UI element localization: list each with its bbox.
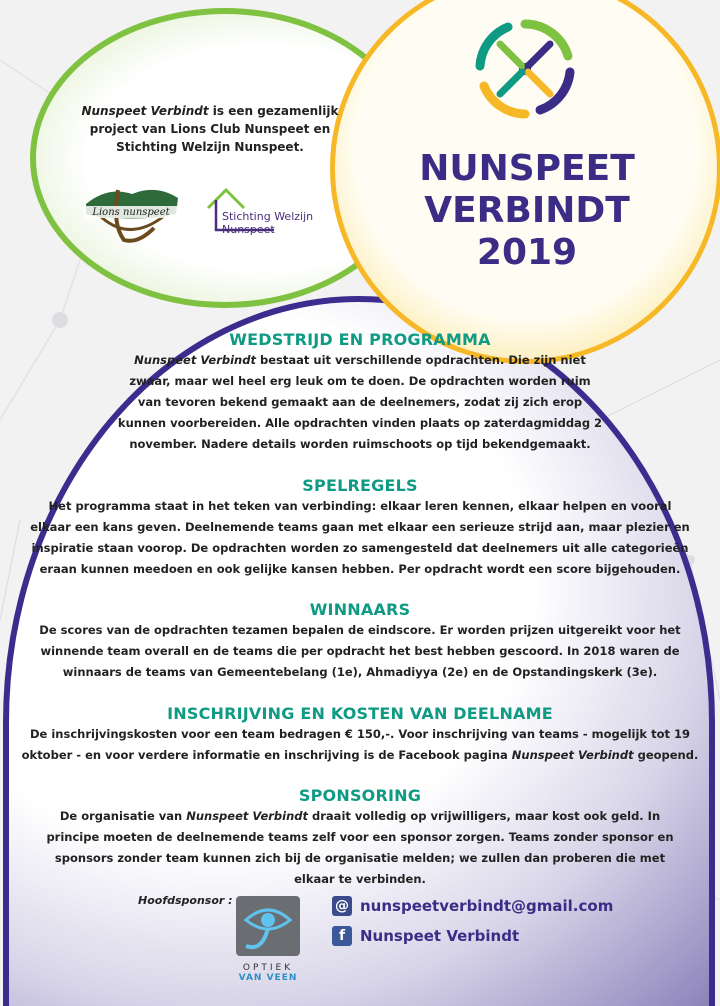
section-body: De scores van de opdrachten tezamen bepalen de eindscore. Er worden prijzen uitgereikt voor het winnende team overall en de teams die per opdracht het best hebben gescoord. In 2018 waren de winnaars de teams van Gemeentebelang (1e), Ahmadiyya (2e) en de Opstandingskerk (3e). [39,623,681,679]
poster-title [374,148,680,274]
email-address[interactable]: nunspeetverbindt@gmail.com [360,897,614,915]
hands-circle-logo [470,14,580,124]
facebook-icon: f [332,926,352,946]
intro-body: is een gezamenlijk project van Lions Club Nunspeet en Stichting Welzijn Nunspeet. [89,104,339,154]
intro-emphasis: Nunspeet Verbindt [81,104,209,118]
section-body: Het programma staat in het teken van verbinding: elkaar leren kennen, elkaar helpen en vooral elkaar een kans geven. Deelnemende teams gaan met elkaar een serieuze strijd aan, maar plezier en inspiratie staan voorop. De opdrachten worden zo samengesteld dat deelnemers uit alle categorieën eraan kunnen meedoen en ook gelijke kansen hebben. Per opdracht wordt een score bijgehouden. [30,499,690,576]
section-inschrijving [20,704,700,766]
optiek-name [226,963,310,983]
section-text: geopend. [633,748,699,762]
section-heading: INSCHRIJVING EN KOSTEN VAN DEELNAME [167,704,553,723]
section-wedstrijd [30,330,690,455]
section-heading: WINNAARS [309,600,411,619]
section-body [20,724,700,766]
section-heading: SPELREGELS [302,476,418,495]
welzijn-line-2: Nunspeet [222,223,275,236]
title-year: 2019 [476,232,578,273]
lions-logo-text: Lions nunspeet [92,207,170,218]
section-text: De inschrijvingskosten voor een team bedragen € 150,-. Voor inschrijving van teams - mogelijk tot 19 oktober - en voor verdere informatie en inschrijving is de Facebook pagina [21,727,690,762]
lions-club-logo [78,184,184,246]
section-emphasis: Nunspeet Verbindt [186,809,309,823]
hoofdsponsor-label: Hoofdsponsor : [138,894,233,907]
section-emphasis: Nunspeet Verbindt [134,353,256,367]
section-spelregels [30,476,690,580]
section-heading: SPONSORING [298,786,422,805]
section-body [30,806,690,890]
section-body [30,350,690,455]
section-winnaars [30,600,690,683]
facebook-contact[interactable] [332,926,519,946]
intro-text [70,102,350,156]
welzijn-line-1: Stichting Welzijn [222,210,314,223]
optiek-line-2: VAN VEEN [238,973,298,983]
section-text: De organisatie van [59,809,187,823]
section-sponsoring [30,786,690,890]
optiek-eye-logo [232,894,304,960]
at-icon: @ [332,896,352,916]
title-line-1: NUNSPEET [419,148,635,189]
section-text: bestaat uit verschillende opdrachten. Die zijn niet zwaar, maar wel heel erg leuk om te doen. De opdrachten worden ruim van tevoren bekend gemaakt aan de deelnemers, zodat zij zich erop kunnen voorbereiden. Alle opdrachten vinden plaats op zaterdagmiddag 2 november. Nadere details worden ruimschoots op tijd bekendgemaakt. [117,353,603,451]
section-heading: WEDSTRIJD EN PROGRAMMA [229,330,491,349]
email-contact[interactable] [332,896,613,916]
facebook-page[interactable]: Nunspeet Verbindt [360,927,520,945]
title-line-2: VERBINDT [424,190,630,231]
welzijn-name [222,210,313,236]
section-emphasis: Nunspeet Verbindt [511,748,634,762]
optiek-line-1: OPTIEK [242,963,294,973]
section-text: draait volledig op vrijwilligers, maar kost ook geld. In principe moeten de deelnemende teams zelf voor een sponsor zorgen. Teams zonder sponsor en sponsors zonder team kunnen zich bij de organisatie melden; we zullen dan proberen die met elkaar te verbinden. [46,809,674,886]
